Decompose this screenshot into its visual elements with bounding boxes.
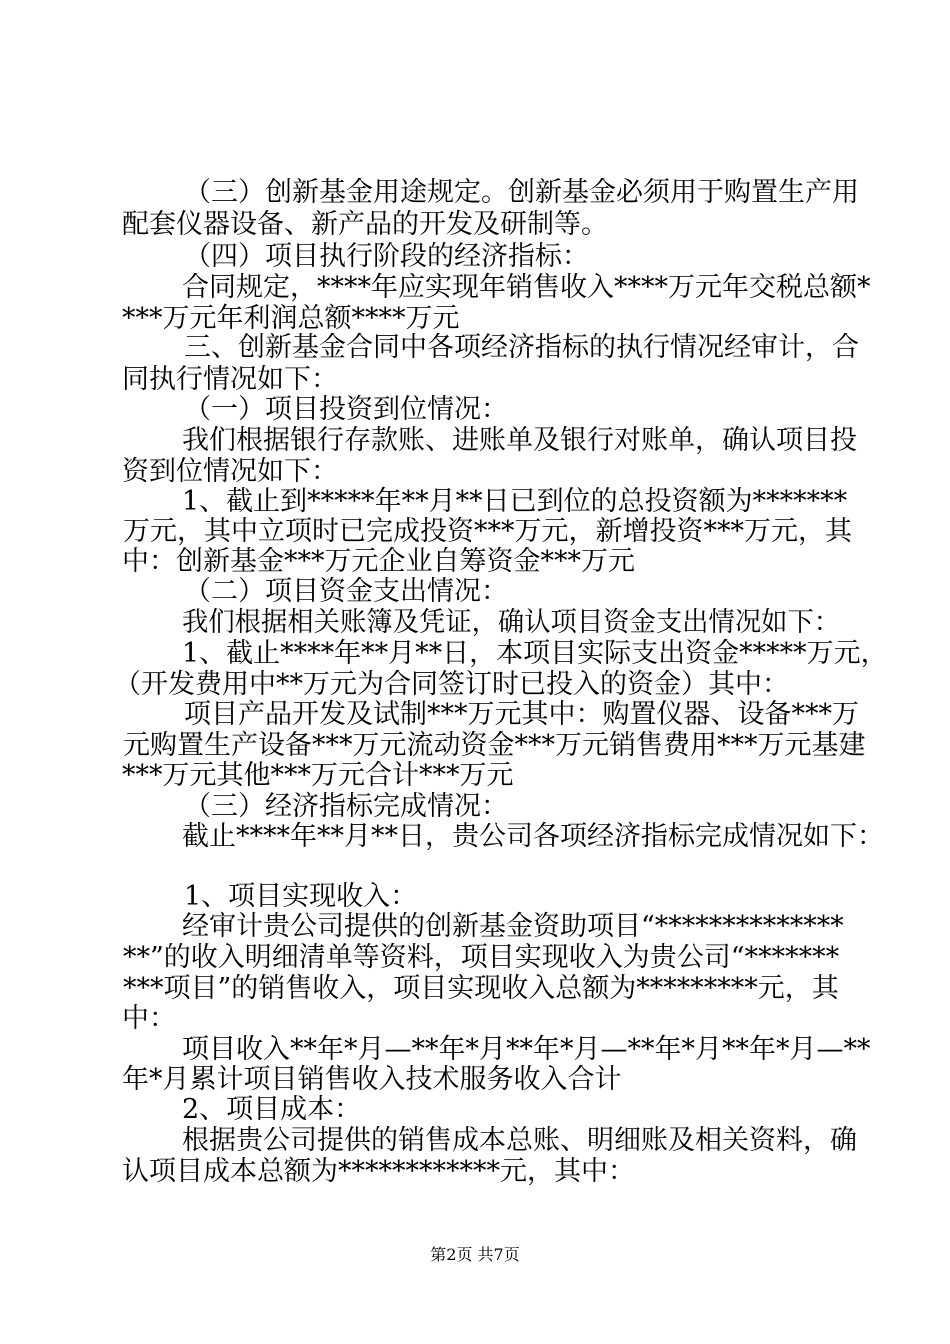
section-heading: （三）经济指标完成情况： xyxy=(184,791,508,822)
paragraph-line: 1、截止到*****年**月**日已到位的总投资额为******* xyxy=(182,486,848,517)
paragraph-line: 截止****年**月**日，贵公司各项经济指标完成情况如下： xyxy=(182,821,884,852)
paragraph-line: 万元，其中立项时已完成投资***万元，新增投资***万元，其 xyxy=(123,516,852,547)
paragraph-line: 配套仪器设备、新产品的开发及研制等。 xyxy=(122,209,608,240)
paragraph-line: **”的收入明细清单等资料，项目实现收入为贵公司“******* xyxy=(123,942,840,973)
paragraph-line: （开发费用中**万元为合同签订时已投入的资金）其中： xyxy=(114,669,789,700)
paragraph-line: 元购置生产设备***万元流动资金***万元销售费用***万元基建 xyxy=(123,730,866,761)
paragraph-line: 合同规定，****年应实现年销售收入****万元年交税总额* xyxy=(182,272,871,303)
section-heading: （二）项目资金支出情况： xyxy=(184,576,508,607)
paragraph-line: 中：创新基金***万元企业自筹资金***万元 xyxy=(122,546,635,577)
paragraph-line: 项目产品开发及试制***万元其中：购置仪器、设备***万 xyxy=(184,699,859,730)
paragraph-line: 1、截止****年**月**日，本项目实际支出资金*****万元， xyxy=(182,638,888,669)
paragraph-line: 项目收入**年*月—**年*月**年*月—**年*月**年*月—** xyxy=(182,1034,871,1065)
section-heading: （一）项目投资到位情况： xyxy=(184,394,508,425)
paragraph-line: 中： xyxy=(122,1003,176,1034)
paragraph-line: ***万元年利润总额****万元 xyxy=(122,303,460,334)
paragraph-line: ***项目”的销售收入，项目实现收入总额为*********元，其 xyxy=(123,973,839,1004)
section-heading: 2、项目成本： xyxy=(182,1094,362,1125)
paragraph-line: （三）创新基金用途规定。创新基金必须用于购置生产用 xyxy=(184,177,859,208)
paragraph-line: ***万元其他***万元合计***万元 xyxy=(122,760,514,791)
page-number: 第2页 共7页 xyxy=(430,1245,520,1264)
paragraph-line: 资到位情况如下： xyxy=(122,456,338,487)
paragraph-line: 我们根据相关账簿及凭证，确认项目资金支出情况如下： xyxy=(182,607,841,638)
paragraph-line: 同执行情况如下： xyxy=(122,364,338,395)
section-heading: 三、创新基金合同中各项经济指标的执行情况经审计，合 xyxy=(184,332,859,363)
paragraph-line: 经审计贵公司提供的创新基金资助项目“************** xyxy=(182,911,844,942)
paragraph-line: 年*月累计项目销售收入技术服务收入合计 xyxy=(122,1064,622,1095)
paragraph-line: 根据贵公司提供的销售成本总账、明细账及相关资料，确 xyxy=(182,1125,857,1156)
paragraph-line: 认项目成本总额为************元，其中： xyxy=(122,1156,635,1187)
section-heading: 1、项目实现收入： xyxy=(184,881,418,912)
paragraph-line: 我们根据银行存款账、进账单及银行对账单，确认项目投 xyxy=(182,425,857,456)
section-heading: （四）项目执行阶段的经济指标： xyxy=(184,241,589,272)
